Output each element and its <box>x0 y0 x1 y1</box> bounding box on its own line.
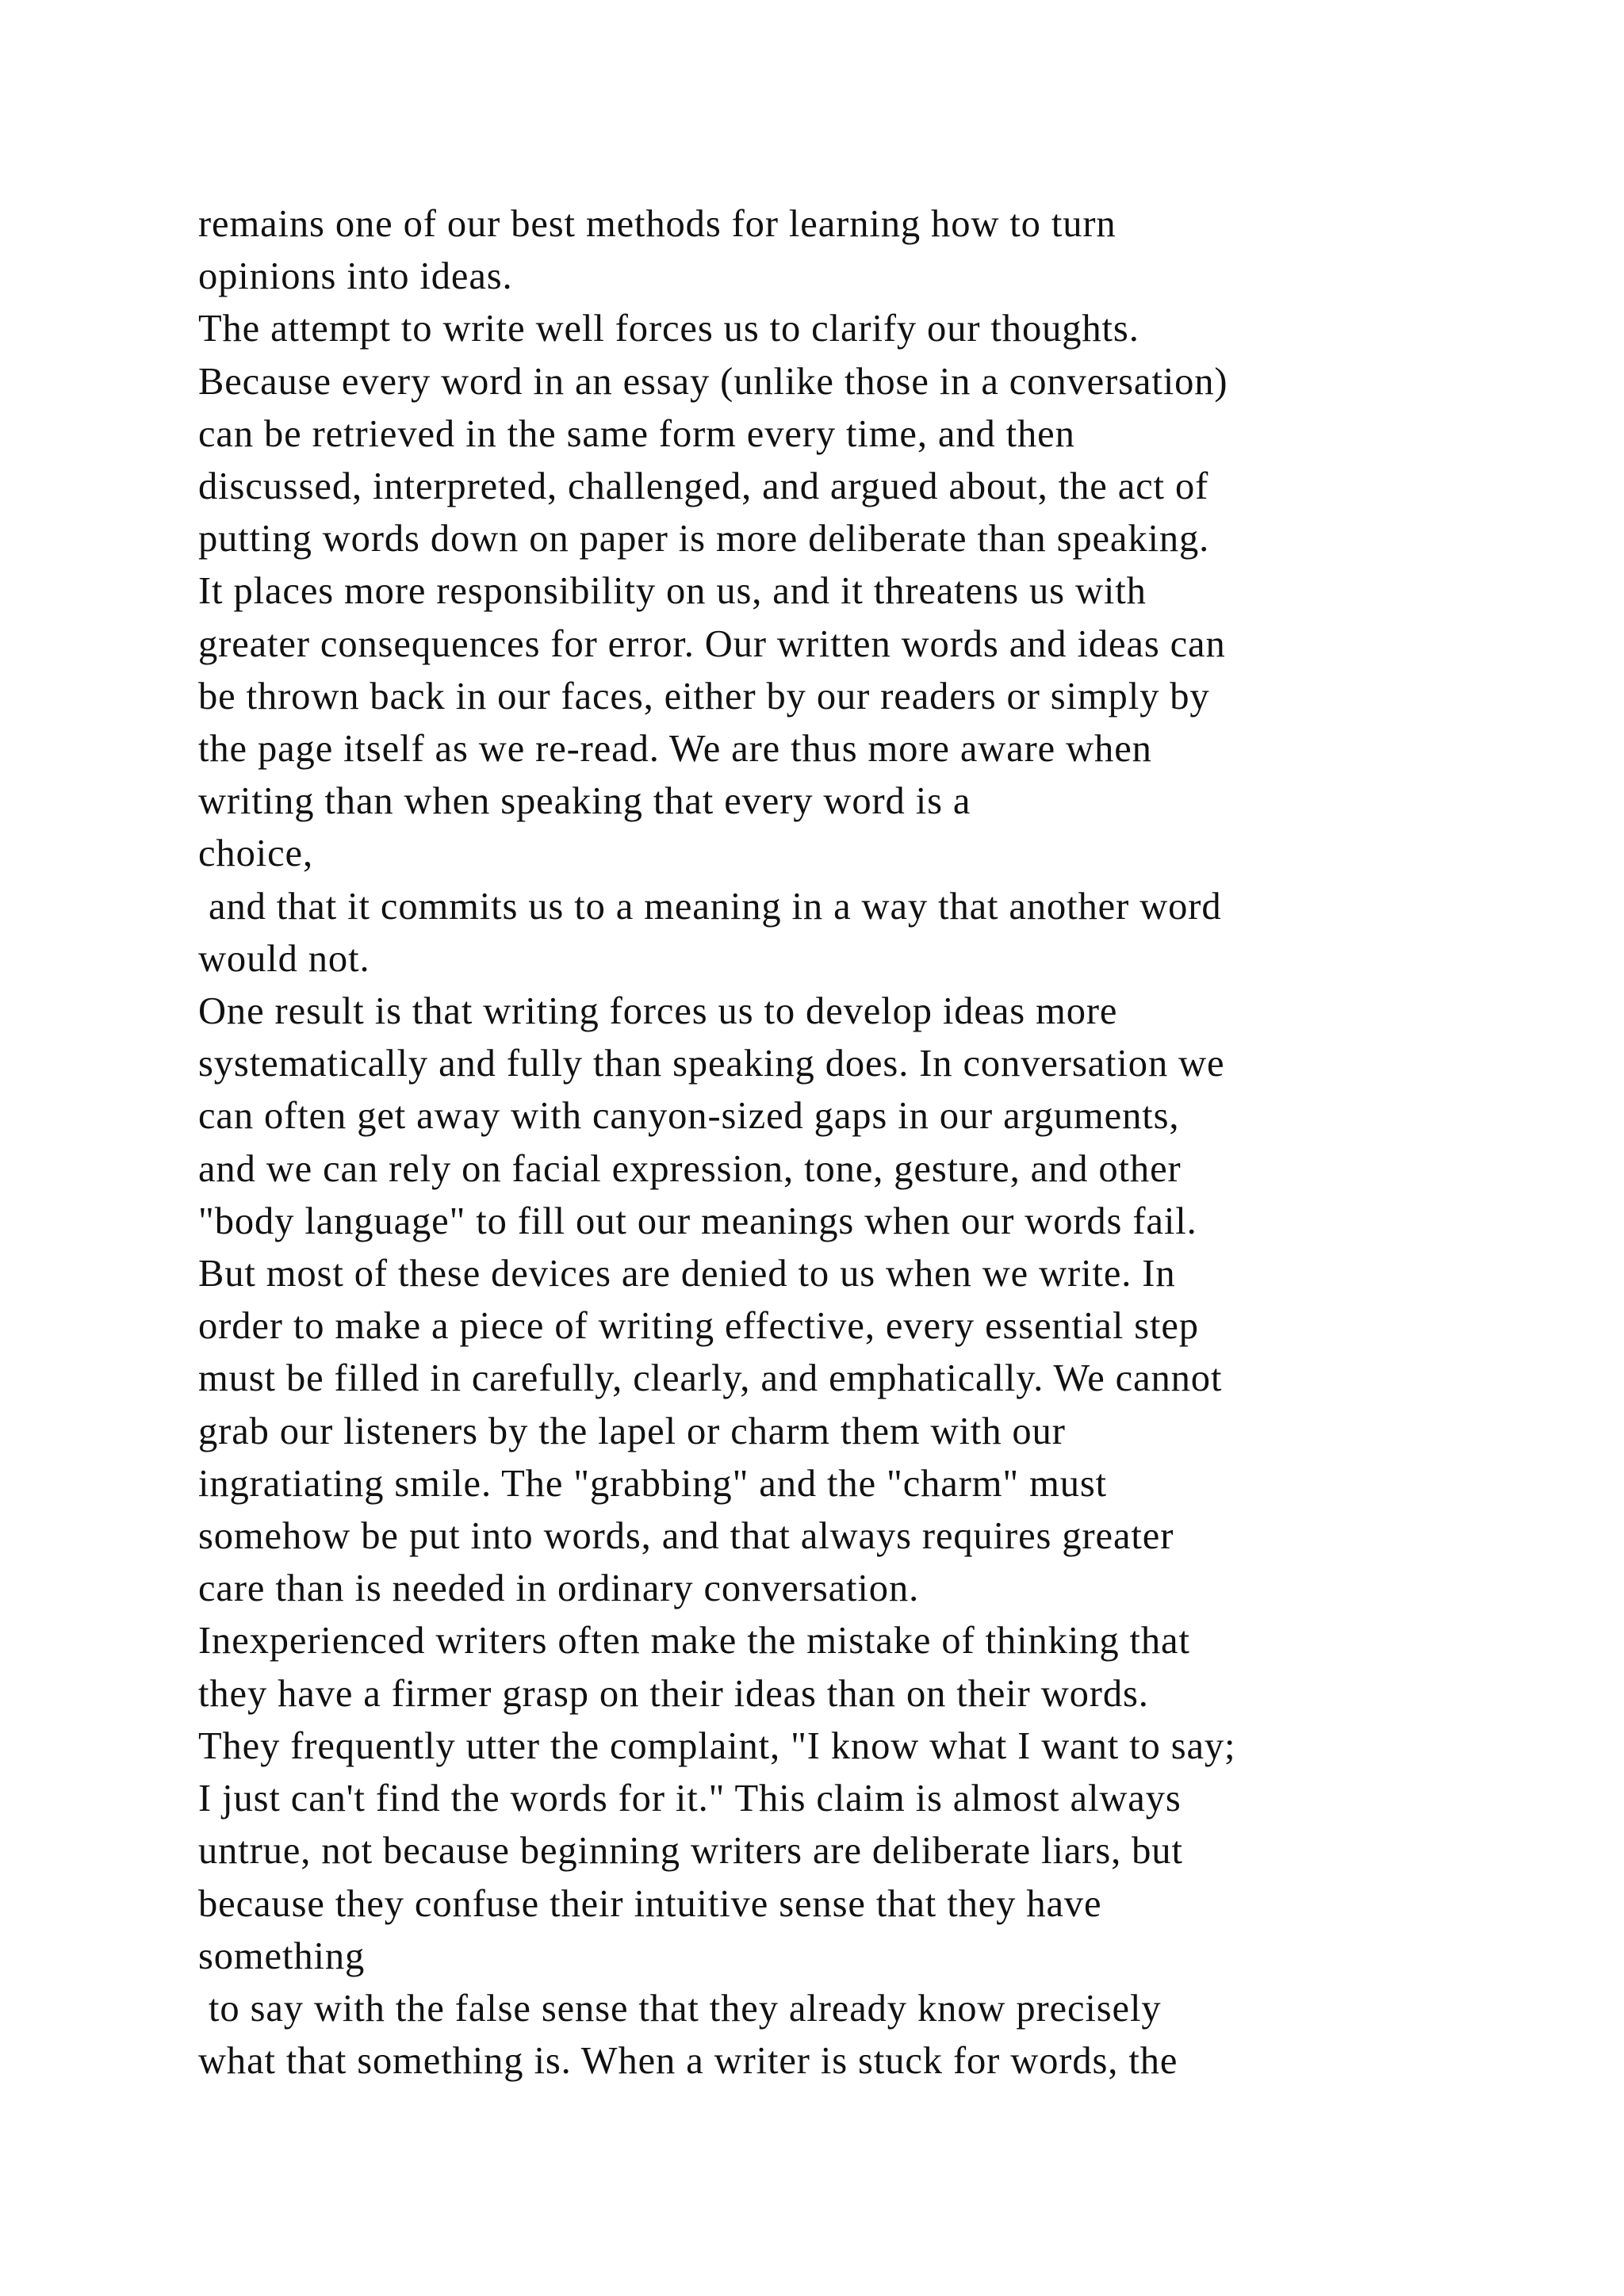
text-line: they have a firmer grasp on their ideas than on their words. <box>198 1672 1149 1715</box>
text-line: and that it commits us to a meaning in a way that another word <box>198 885 1222 928</box>
text-line: somehow be put into words, and that always requires greater <box>198 1515 1174 1558</box>
text-line: systematically and fully than speaking does. In conversation we <box>198 1043 1225 1085</box>
text-line: putting words down on paper is more deliberate than speaking. <box>198 518 1210 561</box>
text-line: would not. <box>198 937 370 980</box>
text-line: the page itself as we re-read. We are thus more aware when <box>198 728 1152 771</box>
text-line: But most of these devices are denied to us when we write. In <box>198 1253 1176 1295</box>
text-line: The attempt to write well forces us to clarify our thoughts. <box>198 308 1139 350</box>
text-line: I just can't find the words for it." This claim is almost always <box>198 1777 1182 1820</box>
text-line: greater consequences for error. Our written words and ideas can <box>198 622 1226 665</box>
text-line: Because every word in an essay (unlike those in a conversation) <box>198 360 1228 403</box>
text-line: because they confuse their intuitive sense that they have <box>198 1882 1102 1925</box>
text-line: opinions into ideas. <box>198 255 513 298</box>
text-line: what that something is. When a writer is stuck for words, the <box>198 2040 1178 2083</box>
text-line: untrue, not because beginning writers are deliberate liars, but <box>198 1830 1183 1873</box>
text-line: ingratiating smile. The "grabbing" and the "charm" must <box>198 1462 1108 1505</box>
text-line: It places more responsibility on us, and it threatens us with <box>198 570 1147 613</box>
text-line: something <box>198 1934 366 1977</box>
text-line: One result is that writing forces us to develop ideas more <box>198 990 1118 1033</box>
text-line: "body language" to fill out our meanings when our words fail. <box>198 1200 1197 1242</box>
text-line: to say with the false sense that they already know precisely <box>198 1987 1162 2030</box>
body-text <box>198 198 1515 2087</box>
text-line: writing than when speaking that every word is a <box>198 780 971 823</box>
text-line: order to make a piece of writing effective, every essential step <box>198 1305 1199 1348</box>
text-line: must be filled in carefully, clearly, and emphatically. We cannot <box>198 1357 1223 1400</box>
text-line: and we can rely on facial expression, tone, gesture, and other <box>198 1147 1182 1190</box>
text-line: remains one of our best methods for learning how to turn <box>198 203 1116 245</box>
text-line: choice, <box>198 832 313 875</box>
text-line: can often get away with canyon-sized gaps in our arguments, <box>198 1095 1180 1138</box>
text-line: care than is needed in ordinary conversation. <box>198 1567 920 1610</box>
text-line: grab our listeners by the lapel or charm them with our <box>198 1410 1066 1452</box>
text-line: be thrown back in our faces, either by our readers or simply by <box>198 675 1210 718</box>
text-line: They frequently utter the complaint, "I know what I want to say; <box>198 1724 1236 1767</box>
text-line: Inexperienced writers often make the mistake of thinking that <box>198 1620 1190 1663</box>
text-line: can be retrieved in the same form every time, and then <box>198 412 1075 455</box>
text-line: discussed, interpreted, challenged, and argued about, the act of <box>198 465 1209 508</box>
